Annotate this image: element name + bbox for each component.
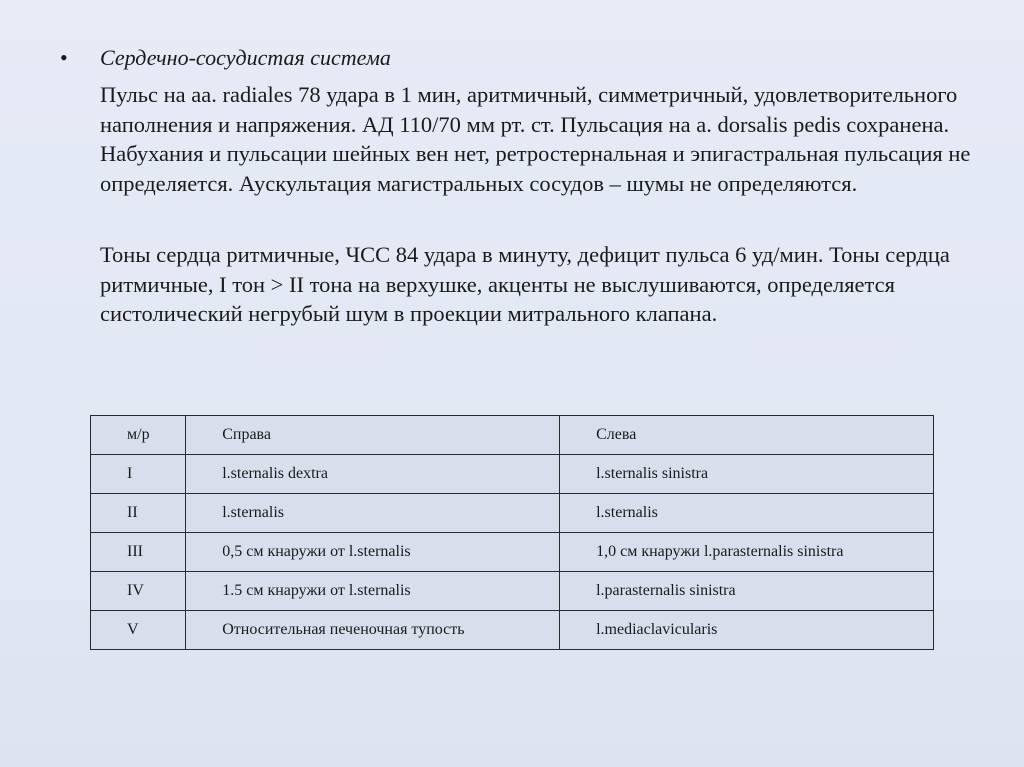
header-cell-right: Справа <box>186 416 560 455</box>
table-cell-left: l.sternalis sinistra <box>560 455 934 494</box>
header-cell-intercostal: м/р <box>91 416 186 455</box>
table-cell-right: Относительная печеночная тупость <box>186 611 560 650</box>
table-cell-left: l.parasternalis sinistra <box>560 572 934 611</box>
table-cell-left: 1,0 см кнаружи l.parasternalis sinistra <box>560 533 934 572</box>
table-row <box>91 533 934 572</box>
table-row <box>91 455 934 494</box>
table-cell-intercostal: I <box>91 455 186 494</box>
section-title: Сердечно-сосудистая система <box>100 45 391 70</box>
table-cell-right: l.sternalis dextra <box>186 455 560 494</box>
borders-table-wrapper <box>90 415 934 650</box>
table-cell-intercostal: II <box>91 494 186 533</box>
header-cell-left: Слева <box>560 416 934 455</box>
table-header-row <box>91 416 934 455</box>
table-cell-right: 0,5 см кнаружи от l.sternalis <box>186 533 560 572</box>
table-row <box>91 494 934 533</box>
table-cell-intercostal: V <box>91 611 186 650</box>
bullet-icon: • <box>60 45 68 70</box>
table-cell-right: 1.5 см кнаружи от l.sternalis <box>186 572 560 611</box>
table-cell-left: l.mediaclavicularis <box>560 611 934 650</box>
table-cell-intercostal: IV <box>91 572 186 611</box>
table-cell-left: l.sternalis <box>560 494 934 533</box>
table-row <box>91 572 934 611</box>
section-heading <box>60 44 391 72</box>
pulse-paragraph: Пульс на аа. radiales 78 удара в 1 мин, аритмичный, симметричный, удовлетворительного наполнения и напряжения. АД 110/70 мм рт. ст. Пульсация на а. dorsalis pedis сохранена. Набухания и пульсации шейных вен нет, ретростернальная и эпигастральная пульсация не определяется. Аускультация магистральных сосудов – шумы не определяются. <box>100 82 971 196</box>
heart-borders-table <box>90 415 934 650</box>
table-cell-right: l.sternalis <box>186 494 560 533</box>
table-row <box>91 611 934 650</box>
table-cell-intercostal: III <box>91 533 186 572</box>
heart-tones-paragraph: Тоны сердца ритмичные, ЧСС 84 удара в минуту, дефицит пульса 6 уд/мин. Тоны сердца ритмичные, I тон > II тона на верхушке, акценты не выслушиваются, определяется систолический негрубый шум в проекции митрального клапана. <box>100 242 950 326</box>
